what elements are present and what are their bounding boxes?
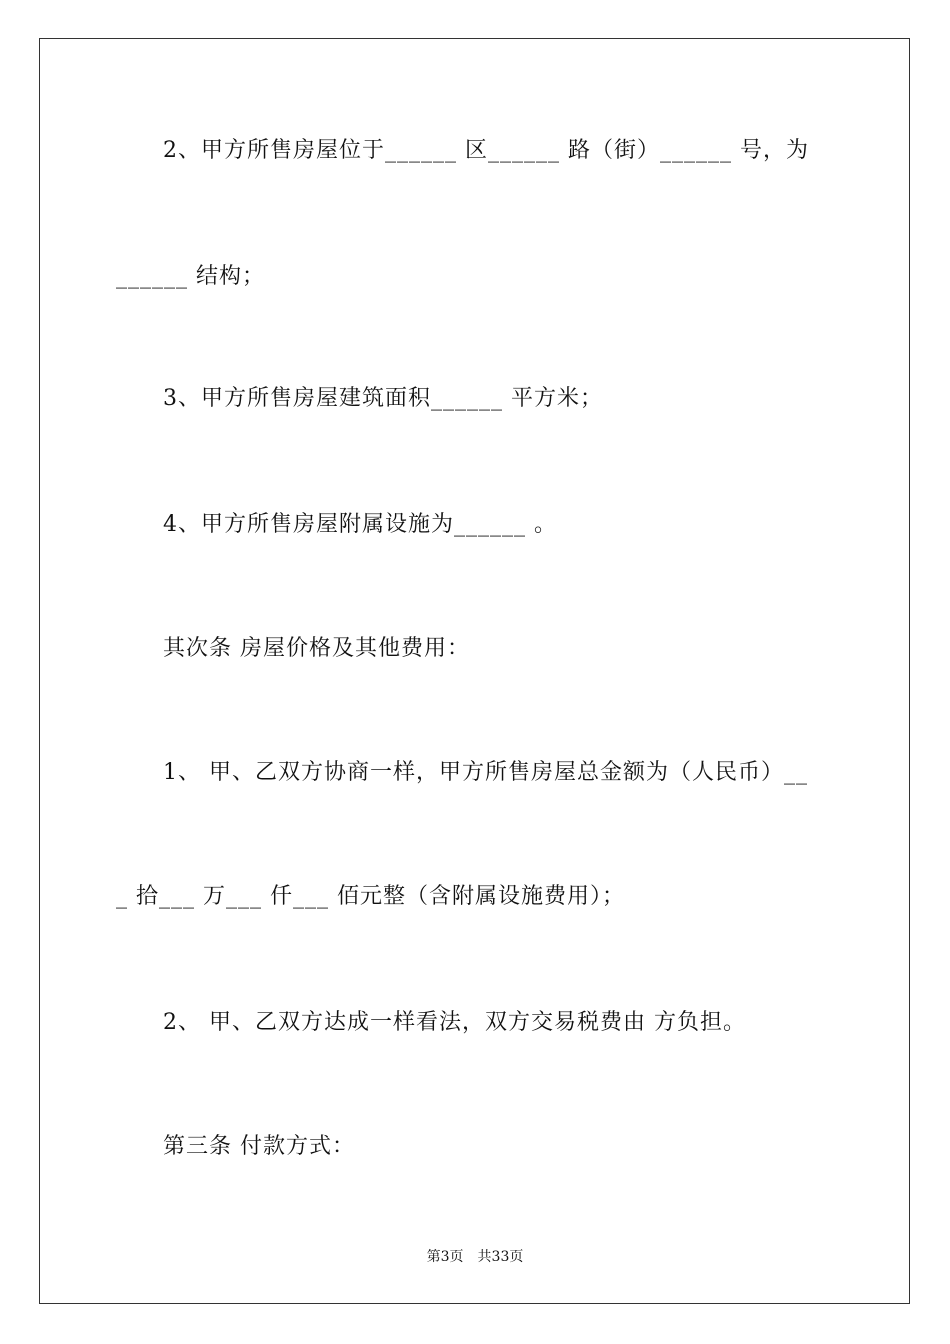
section-heading-payment: 第三条 付款方式： xyxy=(163,1134,355,1159)
clause-line-area: 3、甲方所售房屋建筑面积______ 平方米； xyxy=(163,386,603,411)
page-total: 共33页 xyxy=(477,1249,524,1265)
section-heading-price: 其次条 房屋价格及其他费用： xyxy=(163,636,470,661)
clause-line-amount-units: _ 拾___ 万___ 仟___ 佰元整（含附属设施费用）； xyxy=(116,884,625,909)
clause-line-location: 2、甲方所售房屋位于______ 区______ 路（街）______ 号，为 xyxy=(163,138,809,163)
page-number: 第3页 xyxy=(426,1249,464,1265)
clause-line-total-amount: 1、 甲、乙双方协商一样，甲方所售房屋总金额为（人民币）__ xyxy=(163,760,808,785)
page-footer xyxy=(0,1247,950,1267)
page-frame xyxy=(39,38,910,1304)
clause-line-structure: ______ 结构； xyxy=(116,264,265,289)
clause-line-taxes: 2、 甲、乙双方达成一样看法，双方交易税费由 方负担。 xyxy=(163,1010,746,1035)
clause-line-facilities: 4、甲方所售房屋附属设施为______ 。 xyxy=(163,512,557,537)
